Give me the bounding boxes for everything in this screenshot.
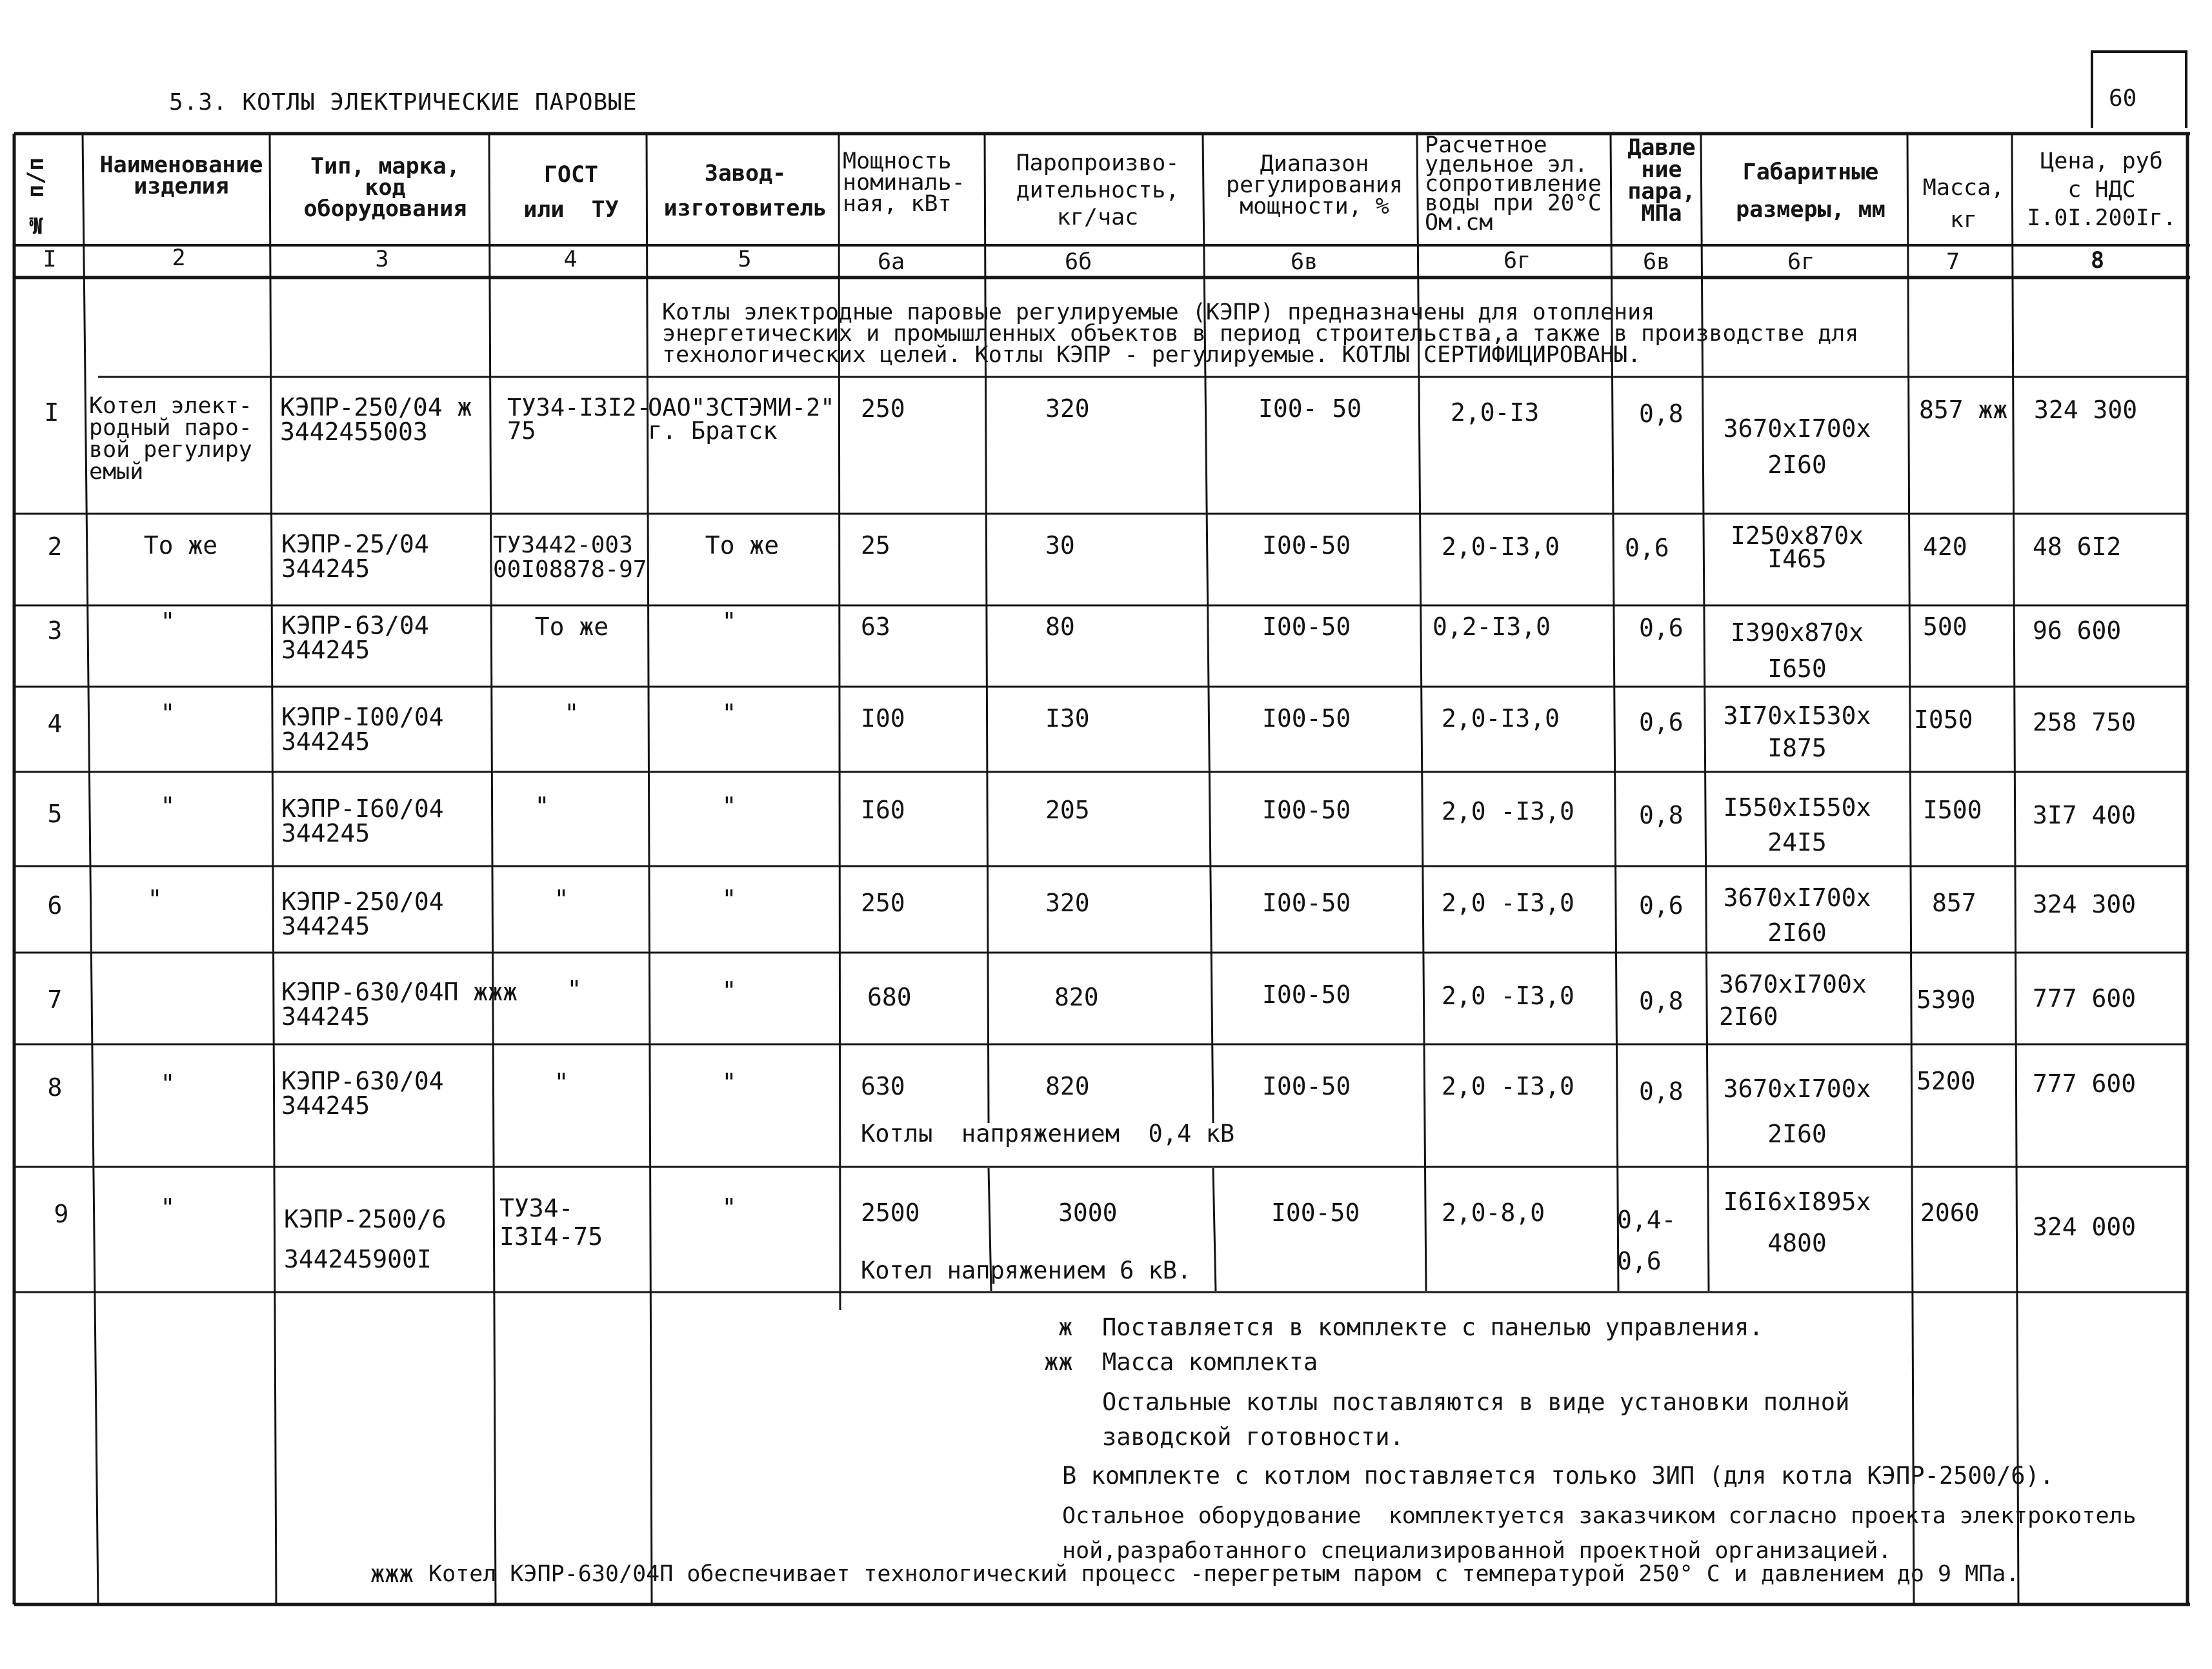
- row4-num: 4: [47, 709, 63, 738]
- row3-mass: 500: [1923, 612, 1967, 641]
- row9-price: 324 000: [2033, 1213, 2137, 1241]
- row3-maker: ": [721, 607, 737, 636]
- row5-power: I60: [861, 796, 905, 824]
- row2-power: 25: [861, 531, 890, 560]
- row7-resistance: 2,0 -I3,0: [1442, 982, 1574, 1010]
- row8-price: 777 600: [2033, 1069, 2137, 1098]
- row8-resistance: 2,0 -I3,0: [1442, 1072, 1574, 1100]
- row8-name: ": [160, 1069, 176, 1098]
- row9-pressure: 0,4- 0,6: [1617, 1206, 1676, 1275]
- footnote3-text: Остальные котлы поставляются в виде установки полной заводской готовности.: [1102, 1388, 1850, 1451]
- row8-voltage-note: Котлы напряжением 0,4 кВ: [861, 1120, 1235, 1148]
- row4-mass: I050: [1914, 705, 1973, 734]
- row9-steam: 3000: [1058, 1199, 1118, 1227]
- row5-mass: I500: [1923, 796, 1982, 824]
- colnum-6g2: 6г: [1787, 249, 1815, 275]
- row4-range: I00-50: [1262, 704, 1351, 733]
- colnum-1: I: [43, 247, 57, 272]
- row4-pressure: 0,6: [1639, 708, 1684, 736]
- row1-steam: 320: [1045, 394, 1090, 423]
- row4-name: ": [160, 699, 176, 727]
- header-power: Мощность номиналь- ная, кВт: [843, 148, 965, 217]
- row6-steam: 320: [1045, 889, 1090, 917]
- row7-range: I00-50: [1262, 980, 1351, 1009]
- row3-range: I00-50: [1262, 612, 1351, 641]
- row7-pressure: 0,8: [1639, 987, 1684, 1015]
- row4-maker: ": [721, 699, 737, 727]
- row2-price: 48 6I2: [2033, 532, 2122, 561]
- row6-type: КЭПР-250/04 344245: [281, 887, 444, 940]
- colnum-3: 3: [375, 247, 389, 272]
- row1-gost: ТУ34-I3I2- 75: [507, 394, 651, 445]
- row9-dimensions: I6I6xI895x 4800: [1723, 1188, 1871, 1257]
- row7-price: 777 600: [2033, 984, 2137, 1013]
- row2-steam: 30: [1045, 531, 1075, 560]
- row9-mass: 2060: [1920, 1199, 1980, 1227]
- row2-pressure: 0,6: [1625, 534, 1669, 562]
- row9-gost: ТУ34- I3I4-75: [499, 1194, 603, 1251]
- row5-steam: 205: [1045, 796, 1090, 824]
- row4-type: КЭПР-I00/04 344245: [281, 703, 444, 756]
- header-pressure: Давле ние пара, МПа: [1627, 135, 1696, 227]
- colnum-8: 8: [2091, 248, 2105, 274]
- row5-price: 3I7 400: [2033, 801, 2137, 829]
- header-name: Наименование изделия: [99, 152, 263, 199]
- row6-gost: ": [554, 885, 569, 913]
- row7-maker: ": [721, 976, 737, 1005]
- row1-name: Котел элект- родный паро- вой регулиру емый: [89, 393, 252, 485]
- row5-gost: ": [534, 792, 550, 820]
- row7-mass: 5390: [1916, 986, 1976, 1014]
- footnote1-text: Поставляется в комплекте с панелью управления.: [1102, 1313, 1764, 1341]
- row4-price: 258 750: [2033, 708, 2137, 736]
- footnote2-text: Масса комплекта: [1102, 1348, 1318, 1376]
- row9-voltage-note: Котел напряжением 6 кВ.: [861, 1257, 1192, 1284]
- colnum-6a: 6а: [878, 249, 905, 275]
- row8-maker: ": [721, 1068, 737, 1097]
- section-title: 5.3. КОТЛЫ ЭЛЕКТРИЧЕСКИЕ ПАРОВЫЕ: [169, 89, 638, 116]
- colnum-7: 7: [1946, 249, 1960, 275]
- row4-resistance: 2,0-I3,0: [1442, 704, 1560, 733]
- row9-name: ": [160, 1193, 176, 1222]
- row3-resistance: 0,2-I3,0: [1433, 612, 1551, 641]
- row6-range: I00-50: [1262, 889, 1351, 917]
- header-maker: Завод- изготовитель: [663, 161, 827, 221]
- header-resistance: Расчетное удельное эл. сопротивление воды при 20°С Ом.см: [1425, 132, 1602, 236]
- header-price: Цена, руб с НДС I.0I.200Iг.: [2027, 148, 2177, 231]
- row5-dimensions: I550xI550x 24I5: [1723, 793, 1871, 856]
- row1-resistance: 2,0-I3: [1451, 398, 1540, 427]
- row8-dimensions: 3670xI700x 2I60: [1723, 1075, 1871, 1148]
- row5-num: 5: [47, 800, 63, 828]
- colnum-6g: 6г: [1503, 248, 1531, 274]
- footnote4-text: В комплекте с котлом поставляется только ЗИП (для котла КЭПР-2500/6).: [1062, 1462, 2055, 1490]
- row1-mass: 857 жж: [1919, 396, 2008, 424]
- row2-gost: ТУ3442-003 00I08878-97: [493, 532, 647, 583]
- row4-steam: I30: [1045, 704, 1090, 733]
- row8-gost: ": [554, 1068, 569, 1097]
- row9-maker: ": [721, 1193, 737, 1222]
- row1-price: 324 300: [2034, 396, 2138, 424]
- row4-gost: ": [564, 699, 579, 727]
- row2-name: То же: [143, 531, 218, 560]
- row8-mass: 5200: [1916, 1067, 1976, 1095]
- row1-num: I: [44, 398, 59, 427]
- row5-maker: ": [721, 792, 737, 820]
- intro-text: Котлы электродные паровые регулируемые (КЭПР) предназначены для отопления энергетических и промышленных объектов в период строительства,а также в производстве для технологических целей. Котлы КЭПР - регулируемые. КОТЛЫ СЕРТИФИЦИРОВАНЫ.: [662, 299, 1859, 368]
- row3-power: 63: [861, 612, 890, 641]
- row7-gost: ": [567, 975, 582, 1004]
- header-steam: Паропроизво- дительность, кг/час: [1016, 150, 1180, 230]
- row2-maker: То же: [705, 531, 779, 560]
- row3-num: 3: [47, 616, 63, 645]
- row3-gost: То же: [534, 612, 609, 641]
- row9-type: КЭПР-2500/6 344245900I: [284, 1205, 447, 1273]
- colnum-4: 4: [563, 247, 578, 272]
- header-num: № п/п: [23, 157, 49, 238]
- row8-steam: 820: [1045, 1072, 1090, 1100]
- row8-range: I00-50: [1262, 1072, 1351, 1100]
- row8-power: 630: [861, 1072, 905, 1100]
- row3-steam: 80: [1045, 612, 1075, 641]
- row7-num: 7: [47, 986, 63, 1014]
- row5-resistance: 2,0 -I3,0: [1442, 797, 1574, 825]
- row6-maker: ": [721, 885, 737, 913]
- row6-power: 250: [861, 889, 905, 917]
- row3-name: ": [160, 607, 176, 636]
- row8-num: 8: [47, 1073, 63, 1102]
- row6-name: ": [147, 885, 163, 913]
- footnote6-mark: жжж: [370, 1560, 414, 1588]
- row3-type: КЭПР-63/04 344245: [281, 611, 429, 664]
- row9-num: 9: [54, 1200, 69, 1228]
- row8-type: КЭПР-630/04 344245: [281, 1067, 444, 1120]
- row5-range: I00-50: [1262, 796, 1351, 824]
- header-gost: ГОСТ или ТУ: [523, 162, 619, 223]
- row6-dimensions: 3670xI700x 2I60: [1723, 884, 1871, 947]
- row7-power: 680: [867, 983, 912, 1011]
- page-number: 60: [2109, 85, 2137, 112]
- row7-steam: 820: [1054, 983, 1099, 1011]
- row6-pressure: 0,6: [1639, 891, 1684, 920]
- colnum-2: 2: [172, 245, 186, 271]
- row2-resistance: 2,0-I3,0: [1442, 532, 1560, 561]
- row9-resistance: 2,0-8,0: [1442, 1199, 1545, 1227]
- header-mass: Масса, кг: [1922, 175, 2005, 233]
- row6-price: 324 300: [2033, 890, 2137, 918]
- row1-type: КЭПР-250/04 ж 3442455003: [280, 393, 472, 446]
- row2-num: 2: [47, 532, 63, 561]
- row5-type: КЭПР-I60/04 344245: [281, 794, 444, 847]
- row7-type: КЭПР-630/04П жжж 344245: [281, 978, 518, 1031]
- footnote1-mark: ж: [1058, 1313, 1073, 1341]
- footnote2-mark: жж: [1044, 1348, 1073, 1376]
- colnum-6b: 6б: [1065, 249, 1092, 275]
- row3-dimensions: I390x870x I650: [1731, 618, 1864, 683]
- colnum-6v: 6в: [1291, 249, 1318, 275]
- row4-dimensions: 3I70xI530x I875: [1723, 702, 1871, 762]
- row8-pressure: 0,8: [1639, 1077, 1684, 1106]
- colnum-5: 5: [738, 247, 752, 272]
- header-dimensions: Габаритные размеры, мм: [1736, 159, 1885, 223]
- row6-mass: 857: [1932, 889, 1976, 917]
- row2-type: КЭПР-25/04 344245: [281, 530, 429, 583]
- header-range: Диапазон регулирования мощности, %: [1226, 151, 1403, 219]
- colnum-6v2: 6в: [1643, 249, 1671, 275]
- row1-range: I00- 50: [1258, 394, 1362, 423]
- row6-num: 6: [47, 891, 63, 920]
- row4-power: I00: [861, 704, 905, 733]
- row5-pressure: 0,8: [1639, 801, 1684, 829]
- footnote6-text: Котел КЭПР-630/04П обеспечивает технологический процесс -перегретым паром с температурой 250° С и давлением до 9 МПа.: [428, 1561, 2020, 1587]
- row1-maker: ОАО"ЗСТЭМИ-2" г. Братск: [648, 394, 835, 445]
- row3-pressure: 0,6: [1639, 614, 1684, 642]
- row2-dimensions: I250x870x I465: [1731, 521, 1864, 573]
- header-type: Тип, марка, код оборудования: [303, 154, 467, 222]
- footnote5-text: Остальное оборудование комплектуется заказчиком согласно проекта электрокотель ной,разработанного специализированной проектной организацией.: [1062, 1503, 2137, 1564]
- row1-pressure: 0,8: [1639, 400, 1684, 428]
- row6-resistance: 2,0 -I3,0: [1442, 889, 1574, 917]
- row7-dimensions: 3670xI700x 2I60: [1719, 970, 1867, 1031]
- row1-dimensions: 3670xI700x 2I60: [1723, 414, 1871, 479]
- row2-mass: 420: [1923, 532, 1967, 561]
- row9-power: 2500: [861, 1199, 920, 1227]
- row1-power: 250: [861, 394, 905, 423]
- row5-name: ": [160, 792, 176, 820]
- row2-range: I00-50: [1262, 531, 1351, 560]
- row3-price: 96 600: [2033, 616, 2122, 645]
- row9-range: I00-50: [1271, 1199, 1360, 1227]
